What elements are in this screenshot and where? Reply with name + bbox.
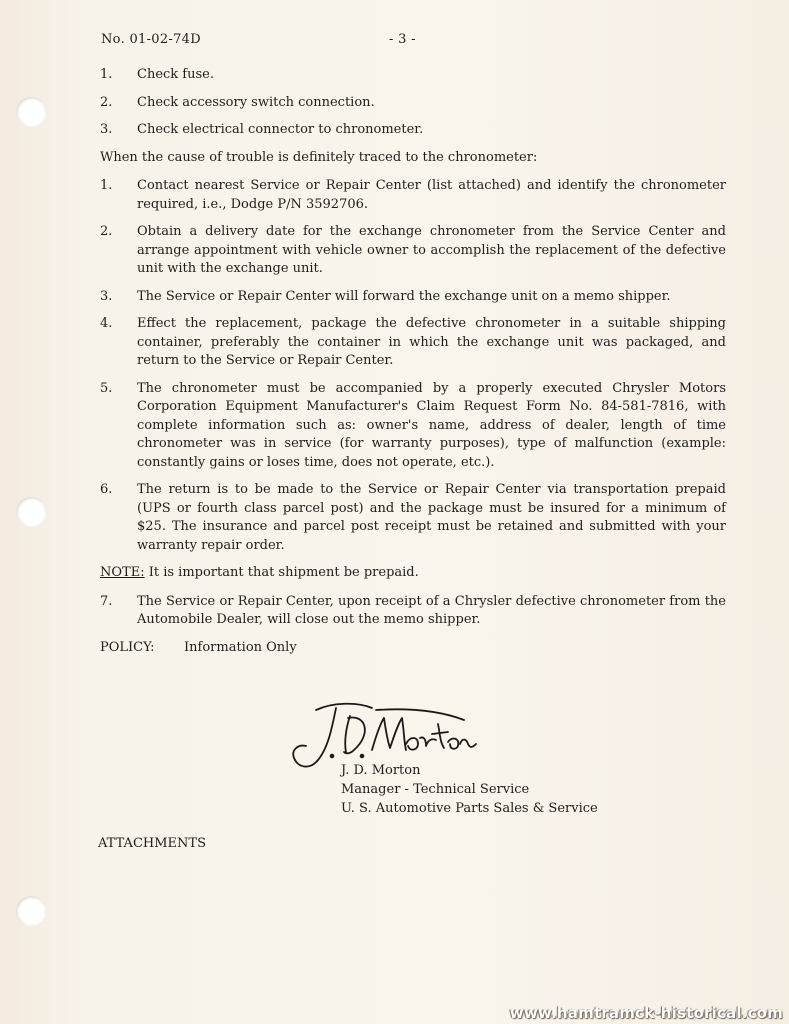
signatory-name: J. D. Morton — [341, 763, 421, 778]
intro-paragraph: When the cause of trouble is definitely traced to the chronometer: — [100, 149, 538, 165]
step-item — [100, 315, 726, 371]
attachments-label: ATTACHMENTS — [98, 836, 206, 851]
watermark: www.hamtramck-historical.com — [509, 1004, 783, 1022]
step-text: The Service or Repair Center, upon receipt of a Chrysler defective chronometer from the Automobile Dealer, will close out the memo shipper. — [137, 593, 726, 627]
step-text: The Service or Repair Center will forward the exchange unit on a memo shipper. — [137, 288, 671, 304]
list-item-text: Check electrical connector to chronometer. — [137, 122, 424, 137]
step-number: 2. — [100, 224, 113, 239]
policy-label: POLICY: — [100, 639, 155, 655]
signature-block — [341, 761, 598, 818]
step-item — [100, 380, 726, 473]
list-item-number: 1. — [100, 67, 113, 82]
procedure-steps — [100, 177, 726, 555]
checklist — [100, 66, 726, 140]
step-number: 7. — [100, 593, 113, 609]
page-number: - 3 - — [389, 32, 416, 47]
note-label: NOTE: — [100, 565, 145, 580]
policy-value: Information Only — [184, 639, 297, 655]
list-item-number: 3. — [100, 122, 113, 137]
note — [100, 564, 726, 583]
list-item — [100, 66, 726, 85]
step-item — [100, 223, 726, 279]
list-item-text: Check accessory switch connection. — [137, 94, 375, 110]
list-item — [100, 121, 726, 140]
punch-hole — [16, 896, 46, 926]
step-item — [100, 288, 726, 307]
step-number: 1. — [100, 178, 113, 193]
step-item — [100, 177, 726, 214]
step-number: 6. — [100, 482, 113, 497]
step-item — [100, 481, 726, 555]
note-text: It is important that shipment be prepaid. — [148, 565, 419, 580]
list-item-number: 2. — [100, 94, 113, 110]
signatory-department: U. S. Automotive Parts Sales & Service — [341, 801, 598, 816]
step-number: 5. — [100, 380, 113, 396]
signatory-title: Manager - Technical Service — [341, 782, 530, 797]
step-text: The chronometer must be accompanied by a properly executed Chrysler Motors Corporation Equipment Manufacturer's Claim Request Form No. 84-581-7816, with complete information such as: owner's name, address of dealer, length of time chronometer was in service (for warranty purposes), type of malfunction (example: constantly gains or loses time, does not operate, etc.). — [137, 380, 726, 470]
punch-hole — [16, 97, 46, 127]
policy-line — [100, 639, 726, 658]
step-number: 3. — [100, 288, 113, 304]
step-text: Effect the replacement, package the defective chronometer in a suitable shipping container, preferably the container in which the exchange unit was packaged, and return to the Service or Repair Center. — [137, 316, 726, 368]
step-text: The return is to be made to the Service or Repair Center via transportation prepaid (UPS or fourth class parcel post) and the package must be insured for a minimum of $25. The insurance and parcel post receipt must be retained and submitted with your warranty repair order. — [137, 482, 726, 553]
step-item — [100, 593, 726, 630]
list-item — [100, 94, 726, 113]
document-body — [100, 66, 726, 657]
step-text: Contact nearest Service or Repair Center (list attached) and identify the chronometer required, i.e., Dodge P/N 3592706. — [137, 178, 726, 212]
step-number: 4. — [100, 316, 113, 331]
list-item-text: Check fuse. — [137, 67, 214, 82]
step-text: Obtain a delivery date for the exchange chronometer from the Service Center and arrange appointment with vehicle owner to accomplish the replacement of the defective unit with the exchange unit. — [137, 224, 726, 276]
punch-hole — [16, 497, 46, 527]
document-number: No. 01-02-74D — [101, 32, 201, 47]
